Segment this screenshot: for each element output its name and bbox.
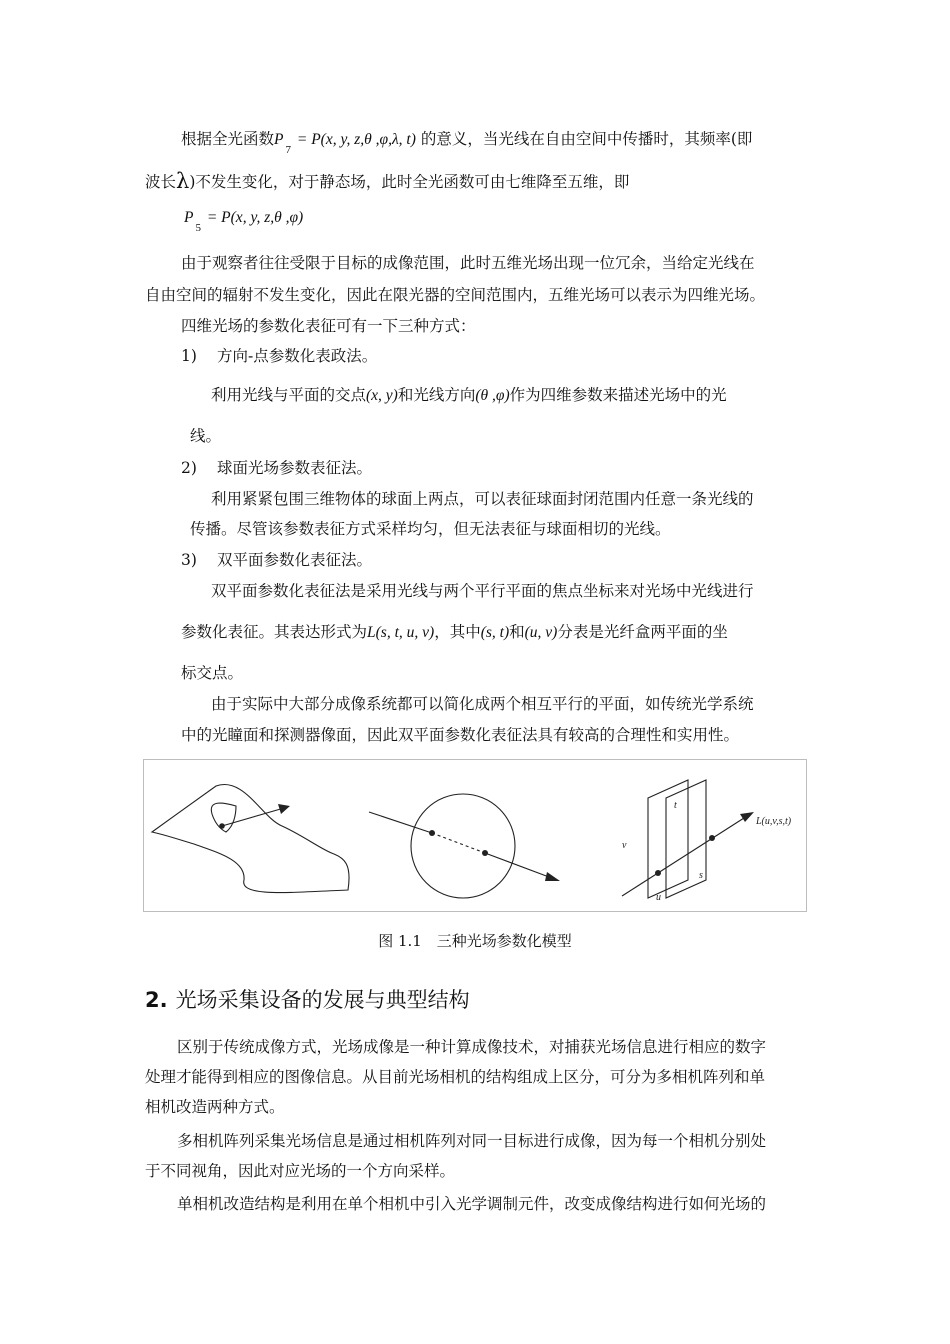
label-ray: L(u,v,s,t) <box>756 816 792 827</box>
list-text: 和 <box>509 623 525 641</box>
para1-text: 波长 <box>145 173 177 191</box>
figure-light-field-models <box>143 759 807 912</box>
lambda-symbol: λ <box>176 169 190 193</box>
plenoptic-function-7d <box>274 131 416 156</box>
para1-text: )不发生变化，对于静态场，此时全光函数可由七维降至五维，即 <box>189 173 630 191</box>
label-s: s <box>699 870 703 881</box>
ray-line <box>222 808 284 826</box>
list-item-title: 双平面参数化表征法。 <box>217 551 373 569</box>
para4-line2: 中的光瞳面和探测器像面，因此双平面参数化表征法具有较高的合理性和实用性。 <box>181 726 740 744</box>
plenoptic-function-5d <box>184 207 304 234</box>
list-text: 利用光线与平面的交点 <box>211 386 367 404</box>
list-item-title: 方向-点参数化表政法。 <box>217 347 378 365</box>
intersection-point <box>219 823 225 829</box>
para4-line1: 由于实际中大部分成像系统都可以简化成两个相互平行的平面，如传统光学系统 <box>211 695 754 713</box>
ray-line <box>622 818 744 896</box>
uv-point <box>655 870 661 876</box>
list-text: 作为四维参数来描述光场中的光 <box>509 386 727 404</box>
math-symbol-p: P <box>184 209 194 226</box>
ray-segment-inside <box>432 833 485 853</box>
para2-line2: 自由空间的辐射不发生变化，因此在限光器的空间范围内，五维光场可以表示为四维光场。 <box>145 286 766 304</box>
sphere-circle <box>411 794 515 898</box>
para1-text: 的意义，当光线在自由空间中传播时，其频率(即 <box>420 130 753 148</box>
para5-line1: 区别于传统成像方式，光场成像是一种计算成像技术，对捕获光场信息进行相应的数字 <box>177 1038 767 1056</box>
math-lsuv: L(s, t, u, v) <box>367 624 435 641</box>
list-marker: 3) <box>181 551 197 569</box>
para1-line1 <box>181 128 753 156</box>
list-marker: 1) <box>181 347 197 365</box>
math-expression: = P(x, y, z,θ ,φ) <box>206 209 304 226</box>
sphere-point-1 <box>429 830 435 836</box>
para6-line2: 于不同视角，因此对应光场的一个方向采样。 <box>145 1162 456 1180</box>
ray-arrowhead <box>740 812 754 822</box>
list-item-text: 标交点。 <box>181 664 244 682</box>
para5-line3: 相机改造两种方式。 <box>145 1098 285 1116</box>
list-marker: 2) <box>181 459 197 477</box>
math-subscript: 7 <box>285 144 291 156</box>
list-item-text: 线。 <box>190 427 222 445</box>
para3-line: 四维光场的参数化表征可有一下三种方式： <box>181 317 476 335</box>
para7-line1: 单相机改造结构是利用在单个相机中引入光学调制元件，改变成像结构进行如何光场的 <box>177 1195 767 1213</box>
list-item-title: 球面光场参数表征法。 <box>217 459 373 477</box>
list-item-text <box>181 621 728 644</box>
list-text: 参数化表征。其表达形式为 <box>181 623 368 641</box>
math-uv: (u, v) <box>524 624 558 641</box>
math-subscript: 5 <box>195 222 201 234</box>
surface-panel <box>152 784 349 892</box>
label-v: v <box>622 840 627 851</box>
list-item-text: 利用紧紧包围三维物体的球面上两点，可以表征球面封闭范围内任意一条光线的 <box>211 490 754 508</box>
list-text: ，其中 <box>434 623 481 641</box>
para5-line2: 处理才能得到相应的图像信息。从目前光场相机的结构组成上区分，可分为多相机阵列和单 <box>145 1068 766 1086</box>
para1-line2 <box>145 170 629 193</box>
math-symbol-p: P <box>274 131 284 148</box>
math-theta-phi: (θ ,φ) <box>475 387 510 404</box>
curved-surface <box>152 784 349 892</box>
st-point <box>709 835 715 841</box>
list-text: 和光线方向 <box>397 386 476 404</box>
ray-segment-in <box>369 812 432 833</box>
two-plane-panel <box>622 780 754 898</box>
label-u: u <box>656 892 661 903</box>
math-st: (s, t) <box>480 624 510 641</box>
label-t: t <box>674 800 677 811</box>
section-title: 光场采集设备的发展与典型结构 <box>175 988 470 1012</box>
para1-text: 根据全光函数 <box>181 130 275 148</box>
list-text: 分表是光纤盒两平面的坐 <box>557 623 728 641</box>
ray-arrowhead <box>278 804 290 814</box>
list-item-text: 传播。尽管该参数表征方式采样均匀，但无法表征与球面相切的光线。 <box>190 520 671 538</box>
section-number: 2. <box>145 988 168 1012</box>
section-heading <box>145 985 470 1015</box>
math-xy: (x, y) <box>366 387 398 404</box>
ray-segment-out <box>485 853 549 877</box>
math-expression: = P(x, y, z,θ ,φ,λ, t) <box>296 131 416 148</box>
figure-drawing <box>144 760 806 911</box>
sphere-panel <box>369 794 560 898</box>
figure-caption: 图 1.1 三种光场参数化模型 <box>378 932 572 950</box>
para6-line1: 多相机阵列采集光场信息是通过相机阵列对同一目标进行成像，因为每一个相机分别处 <box>177 1132 767 1150</box>
list-item-text <box>211 384 727 407</box>
sphere-point-2 <box>482 850 488 856</box>
list-item-text: 双平面参数化表征法是采用光线与两个平行平面的焦点坐标来对光场中光线进行 <box>211 582 754 600</box>
para2-line1: 由于观察者往往受限于目标的成像范围，此时五维光场出现一位冗余，当给定光线在 <box>181 254 755 272</box>
ray-arrowhead <box>545 872 560 881</box>
